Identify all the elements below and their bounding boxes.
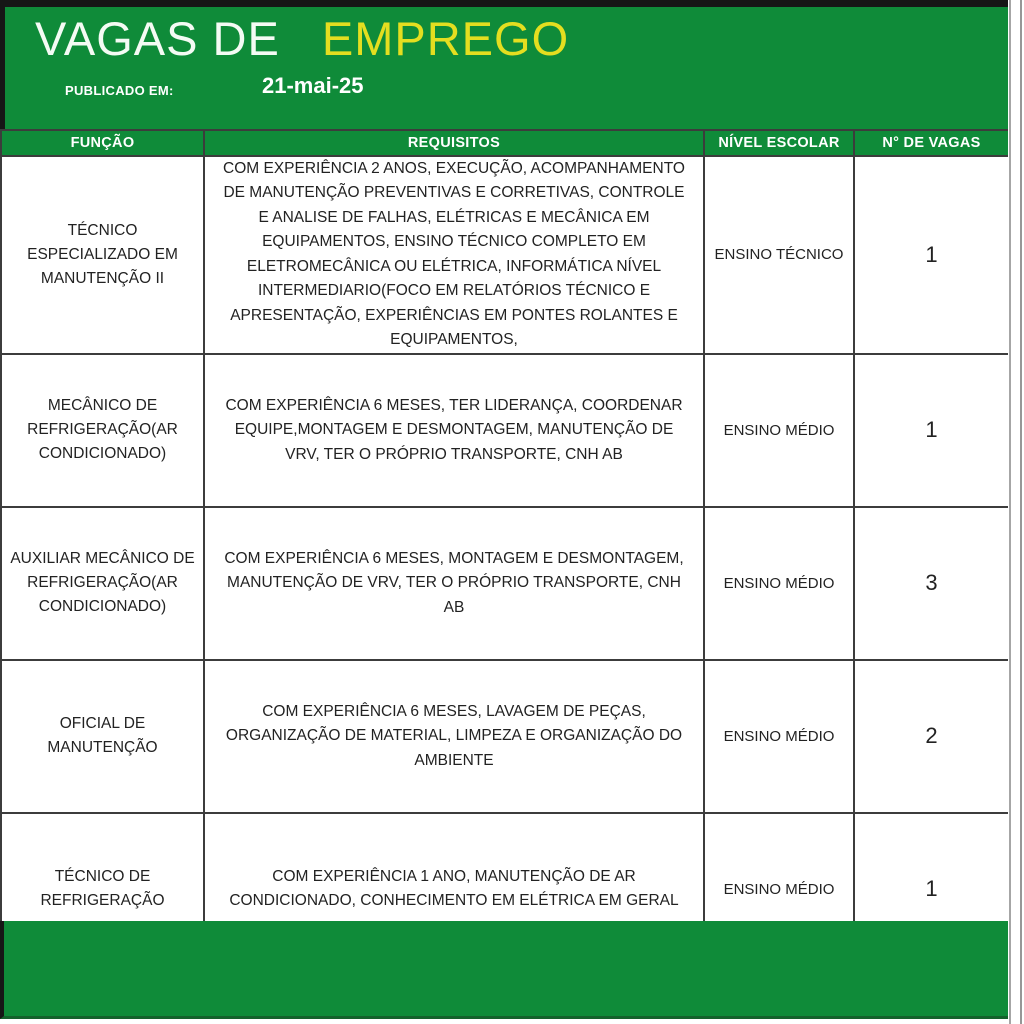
funcao-cell: MECÂNICO DE REFRIGERAÇÃO(AR CONDICIONADO) [1, 354, 204, 507]
nivel-escolar-cell: ENSINO MÉDIO [704, 507, 854, 660]
nivel-escolar-cell: ENSINO TÉCNICO [704, 156, 854, 354]
funcao-cell: AUXILIAR MECÂNICO DE REFRIGERAÇÃO(AR CONDICIONADO) [1, 507, 204, 660]
requisitos-cell: COM EXPERIÊNCIA 2 ANOS, EXECUÇÃO, ACOMPANHAMENTO DE MANUTENÇÃO PREVENTIVAS E CORRETIVAS, CONTROLE E ANALISE DE FALHAS, ELÉTRICAS E MECÂNICA EM EQUIPAMENTOS, ENSINO TÉCNICO COMPLETO EM ELETROMECÂNICA OU ELÉTRICA, INFORMÁTICA NÍVEL INTERMEDIARIO(FOCO EM RELATÓRIOS TÉCNICO E APRESENTAÇÃO, EXPERIÊNCIAS EM PONTES ROLANTES E EQUIPAMENTOS, [204, 156, 704, 354]
jobs-table [0, 129, 1010, 967]
published-label: PUBLICADO EM: [65, 83, 174, 98]
column-header-num-vagas: N° DE VAGAS [854, 130, 1009, 156]
funcao-cell: TÉCNICO DE REFRIGERAÇÃO [1, 813, 204, 966]
title-vagas-de: VAGAS DE [35, 12, 280, 65]
table-row [1, 156, 1009, 354]
funcao-cell: TÉCNICO ESPECIALIZADO EM MANUTENÇÃO II [1, 156, 204, 354]
top-border [0, 0, 1008, 7]
page-edge-line [1020, 0, 1022, 1024]
funcao-cell: OFICIAL DE MANUTENÇÃO [1, 660, 204, 813]
page-title [35, 11, 569, 66]
nivel-escolar-cell: ENSINO MÉDIO [704, 813, 854, 966]
table-row [1, 354, 1009, 507]
num-vagas-cell: 1 [854, 354, 1009, 507]
published-date: 21-mai-25 [262, 73, 364, 98]
title-emprego: EMPREGO [321, 12, 570, 65]
nivel-escolar-cell: ENSINO MÉDIO [704, 354, 854, 507]
footer-bar [0, 921, 1008, 1019]
requisitos-cell: COM EXPERIÊNCIA 6 MESES, MONTAGEM E DESMONTAGEM, MANUTENÇÃO DE VRV, TER O PRÓPRIO TRANSPORTE, CNH AB [204, 507, 704, 660]
table-row [1, 660, 1009, 813]
column-header-nivel-escolar: NÍVEL ESCOLAR [704, 130, 854, 156]
header-band [0, 7, 1008, 129]
column-header-requisitos: REQUISITOS [204, 130, 704, 156]
nivel-escolar-cell: ENSINO MÉDIO [704, 660, 854, 813]
table-header-row [1, 130, 1009, 156]
num-vagas-cell: 1 [854, 813, 1009, 966]
requisitos-cell: COM EXPERIÊNCIA 6 MESES, TER LIDERANÇA, COORDENAR EQUIPE,MONTAGEM E DESMONTAGEM, MANUTENÇÃO DE VRV, TER O PRÓPRIO TRANSPORTE, CNH AB [204, 354, 704, 507]
num-vagas-cell: 1 [854, 156, 1009, 354]
num-vagas-cell: 2 [854, 660, 1009, 813]
table-row [1, 507, 1009, 660]
num-vagas-cell: 3 [854, 507, 1009, 660]
column-header-funcao: FUNÇÃO [1, 130, 204, 156]
page-edge-line [1009, 0, 1011, 1024]
requisitos-cell: COM EXPERIÊNCIA 6 MESES, LAVAGEM DE PEÇAS, ORGANIZAÇÃO DE MATERIAL, LIMPEZA E ORGANIZAÇÃO DO AMBIENTE [204, 660, 704, 813]
requisitos-cell: COM EXPERIÊNCIA 1 ANO, MANUTENÇÃO DE AR CONDICIONADO, CONHECIMENTO EM ELÉTRICA EM GERAL [204, 813, 704, 966]
